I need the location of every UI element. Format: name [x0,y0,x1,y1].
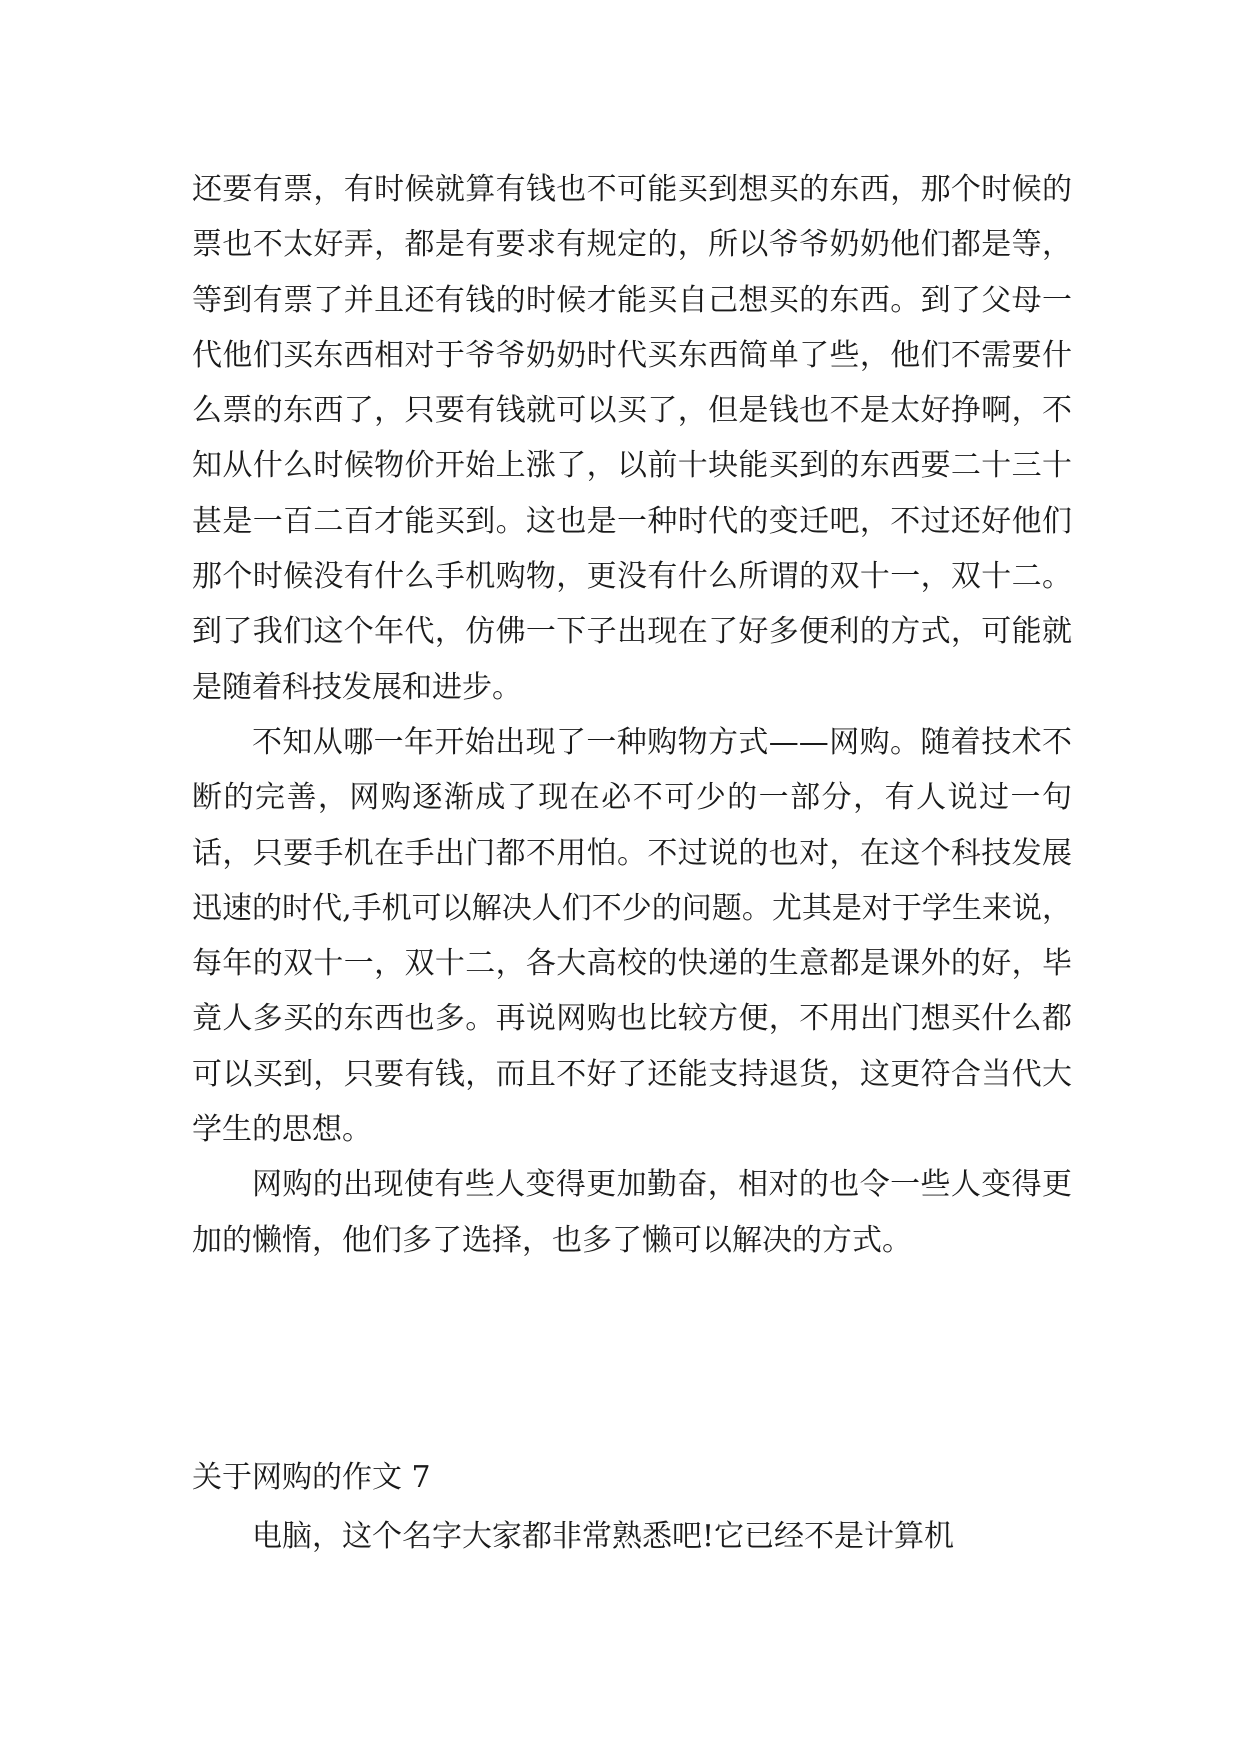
paragraph-computer-intro: 电脑，这个名字大家都非常熟悉吧!它已经不是计算机 [252,1519,955,1554]
essay-heading: 关于网购的作文 7 [192,1460,431,1495]
paragraph-continuation: 还要有票，有时候就算有钱也不可能买到想买的东西，那个时候的票也不太好弄，都是有要求有规定的，所以爷爷奶奶他们都是等，等到有票了并且还有钱的时候才能买自己想买的东西。到了父母一代他们买东西相对于爷爷奶奶时代买东西简单了些，他们不需要什么票的东西了，只要有钱就可以买了，但是钱也不是太好挣啊，不知从什么时候物价开始上涨了，以前十块能买到的东西要二十三十甚是一百二百才能买到。这也是一种时代的变迁吧，不过还好他们那个时候没有什么手机购物，更没有什么所谓的双十一，双十二。到了我们这个年代，仿佛一下子出现在了好多便利的方式，可能就是随着科技发展和进步。 [192,172,1072,705]
essay-body [192,162,1072,1268]
paragraph-conclusion: 网购的出现使有些人变得更加勤奋，相对的也令一些人变得更加的懒惰，他们多了选择，也多了懒可以解决的方式。 [192,1167,1072,1258]
paragraph-online-shopping: 不知从哪一年开始出现了一种购物方式——网购。随着技术不断的完善，网购逐渐成了现在必不可少的一部分，有人说过一句话，只要手机在手出门都不用怕。不过说的也对，在这个科技发展迅速的时代,手机可以解决人们不少的问题。尤其是对于学生来说，每年的双十一，双十二，各大高校的快递的生意都是课外的好，毕竟人多买的东西也多。再说网购也比较方便，不用出门想买什么都可以买到，只要有钱，而且不好了还能支持退货，这更符合当代大学生的思想。 [192,724,1072,1148]
